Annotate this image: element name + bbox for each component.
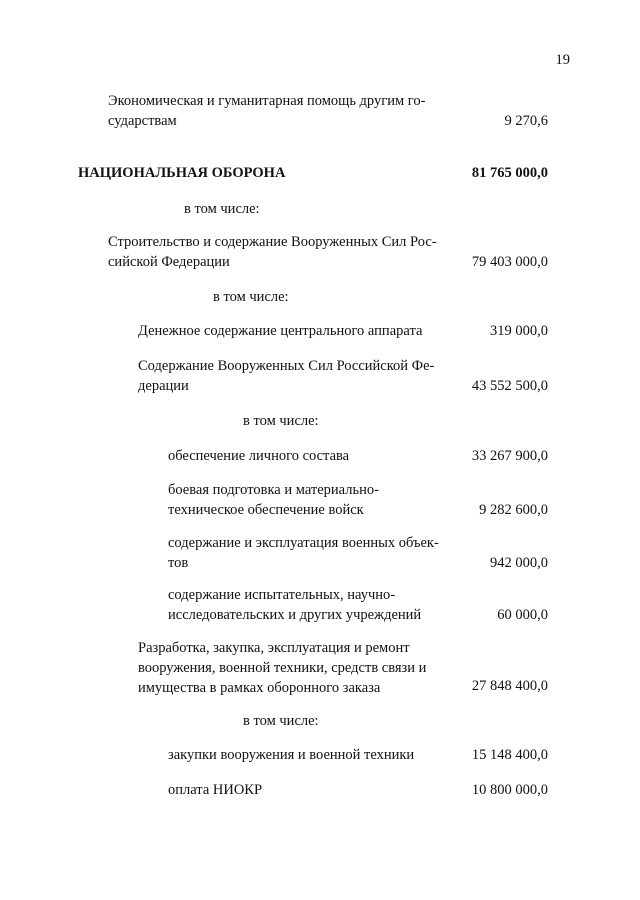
- row-amount: 15 148 400,0: [471, 747, 548, 763]
- section-title: НАЦИОНАЛЬНАЯ ОБОРОНА: [78, 165, 286, 181]
- row-label: Разработка, закупка, эксплуатация и ремонт вооружения, военной техники, средств связи и имущества в рамках оборонного заказа: [138, 640, 427, 696]
- row-amount: 27 848 400,0: [471, 678, 548, 694]
- including-label: в том числе:: [243, 713, 319, 729]
- including-label: в том числе:: [243, 413, 319, 429]
- row-label: Денежное содержание центрального аппарата: [138, 323, 423, 339]
- row-label: Экономическая и гуманитарная помощь другим го- сударствам: [108, 93, 426, 129]
- row-label: закупки вооружения и военной техники: [168, 747, 415, 763]
- including-label: в том числе:: [184, 201, 260, 217]
- section-amount: 81 765 000,0: [471, 165, 548, 181]
- row-label: Строительство и содержание Вооруженных Сил Рос- сийской Федерации: [108, 234, 437, 270]
- row-amount: 10 800 000,0: [471, 782, 548, 798]
- including-label: в том числе:: [213, 289, 289, 305]
- row-label: Содержание Вооруженных Сил Российской Фе- дерации: [138, 358, 435, 394]
- row-amount: 43 552 500,0: [471, 378, 548, 394]
- row-amount: 60 000,0: [497, 607, 548, 623]
- row-label: обеспечение личного состава: [168, 448, 350, 464]
- row-label: содержание испытательных, научно- исследовательских и других учреждений: [168, 587, 422, 623]
- row-amount: 319 000,0: [490, 323, 548, 339]
- page-number: 19: [555, 52, 570, 68]
- row-amount: 9 282 600,0: [479, 502, 548, 518]
- row-label: оплата НИОКР: [168, 782, 263, 798]
- row-amount: 942 000,0: [490, 555, 548, 571]
- row-label: содержание и эксплуатация военных объек- тов: [168, 535, 439, 571]
- row-amount: 33 267 900,0: [471, 448, 548, 464]
- row-amount: 79 403 000,0: [471, 254, 548, 270]
- row-amount: 9 270,6: [504, 113, 548, 129]
- row-label: боевая подготовка и материально- техническое обеспечение войск: [168, 482, 379, 518]
